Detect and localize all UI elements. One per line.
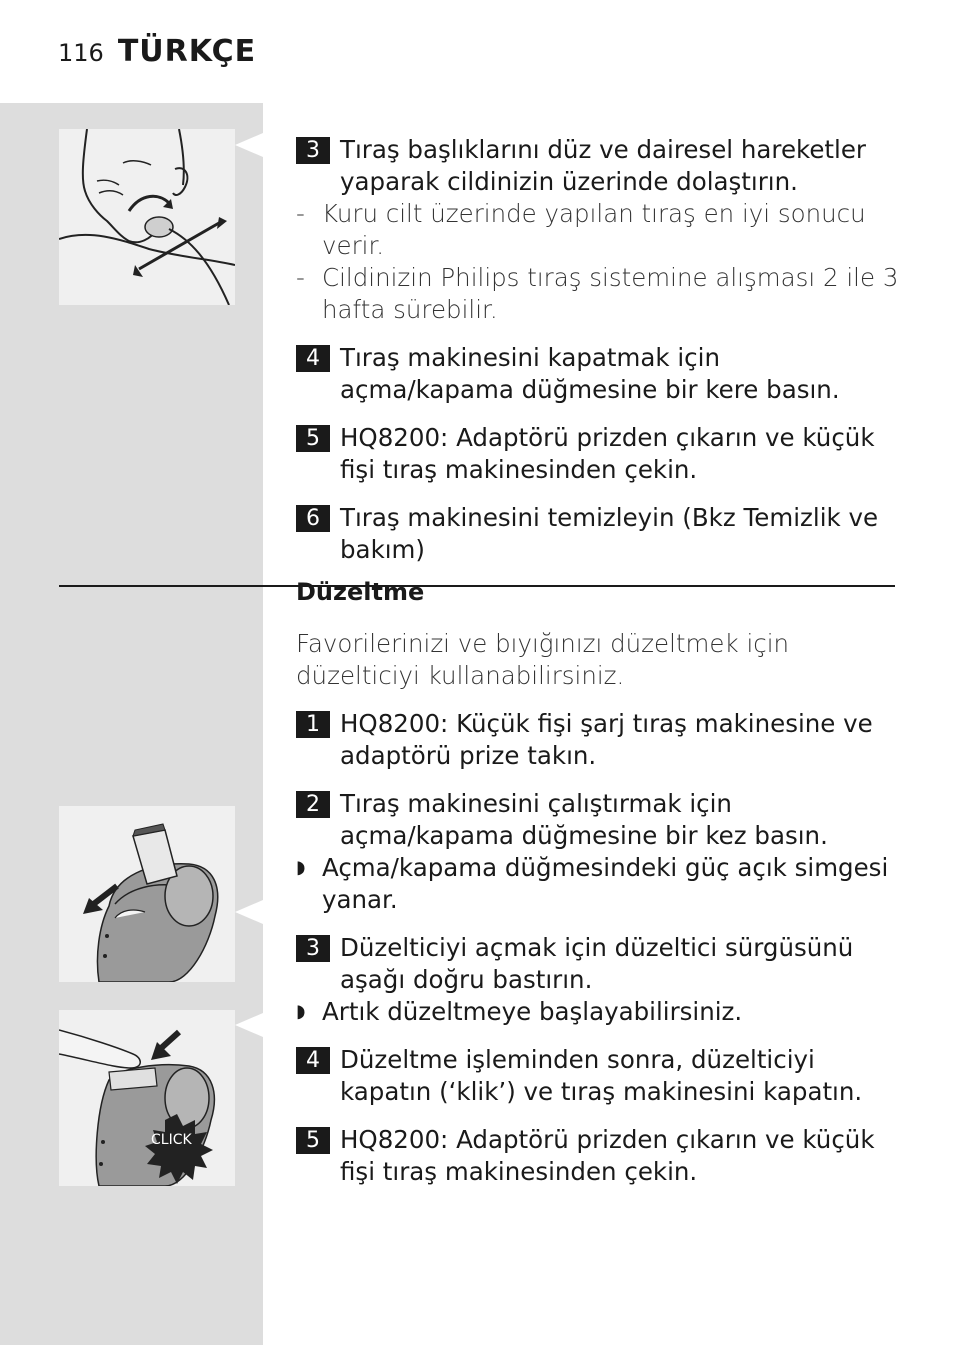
figure-pointer <box>235 1013 263 1037</box>
step-text: Tıraş başlıklarını düz ve dairesel hareketler yaparak cildinizin üzerinde dolaştırın. <box>340 135 866 196</box>
step-text: Tıraş makinesini kapatmak için açma/kapama düğmesine bir kere basın. <box>340 343 840 404</box>
note-text: Cildinizin Philips tıraş sistemine alışması 2 ile 3 hafta sürebilir. <box>322 263 899 324</box>
step-6 <box>296 502 901 566</box>
step-text: Düzeltme işleminden sonra, düzelticiyi kapatın (‘klik’) ve tıraş makinesini kapatın. <box>340 1045 863 1106</box>
step-text: Düzelticiyi açmak için düzeltici sürgüsünü aşağı doğru bastırın. <box>340 933 854 994</box>
step-2 <box>296 788 901 852</box>
step-text: HQ8200: Adaptörü prizden çıkarın ve küçük fişi tıraş makinesinden çekin. <box>340 423 875 484</box>
figure-pointer <box>235 900 263 924</box>
step-4 <box>296 342 901 406</box>
step-number: 5 <box>296 425 330 452</box>
step-number: 3 <box>296 137 330 164</box>
page-number: 116 <box>58 39 104 67</box>
step-number: 4 <box>296 345 330 372</box>
language-title: TÜRKÇE <box>117 34 257 69</box>
figure-pointer <box>235 133 263 157</box>
section-intro: Favorilerinizi ve bıyığınızı düzeltmek için düzelticiyi kullanabilirsiniz. <box>296 629 790 690</box>
note-item <box>296 198 901 262</box>
step-3 <box>296 134 901 198</box>
step-4 <box>296 1044 901 1108</box>
click-label: CLICK <box>151 1132 192 1148</box>
step-text: HQ8200: Adaptörü prizden çıkarın ve küçük fişi tıraş makinesinden çekin. <box>340 1125 875 1186</box>
step-text: Tıraş makinesini çalıştırmak için açma/kapama düğmesine bir kez basın. <box>340 789 828 850</box>
figure-shaving-face <box>59 129 235 305</box>
dash-marker: - <box>296 199 305 228</box>
figure-trimmer-open <box>59 806 235 982</box>
step-text: HQ8200: Küçük fişi şarj tıraş makinesine ve adaptörü prize takın. <box>340 709 873 770</box>
result-arrow-icon: ◗ <box>296 857 306 878</box>
step-number: 2 <box>296 791 330 818</box>
step-text: Tıraş makinesini temizleyin (Bkz Temizlik ve bakım) <box>340 503 879 564</box>
step-1 <box>296 708 901 772</box>
step-number: 4 <box>296 1047 330 1074</box>
result-item <box>296 996 901 1028</box>
result-text: Açma/kapama düğmesindeki güç açık simgesi yanar. <box>322 853 889 914</box>
note-item <box>296 262 901 326</box>
step-3 <box>296 932 901 996</box>
step-number: 1 <box>296 711 330 738</box>
step-number: 6 <box>296 505 330 532</box>
section-title: Düzeltme <box>296 578 425 606</box>
step-number: 3 <box>296 935 330 962</box>
figure-trimmer-click <box>59 1010 235 1186</box>
step-number: 5 <box>296 1127 330 1154</box>
page-header <box>58 34 256 69</box>
dash-marker: - <box>296 263 305 292</box>
note-text: Kuru cilt üzerinde yapılan tıraş en iyi sonucu verir. <box>322 199 866 260</box>
instructions-content <box>296 134 901 1188</box>
result-arrow-icon: ◗ <box>296 1001 306 1022</box>
step-5 <box>296 422 901 486</box>
result-text: Artık düzeltmeye başlayabilirsiniz. <box>322 997 743 1026</box>
result-item <box>296 852 901 916</box>
step-5 <box>296 1124 901 1188</box>
